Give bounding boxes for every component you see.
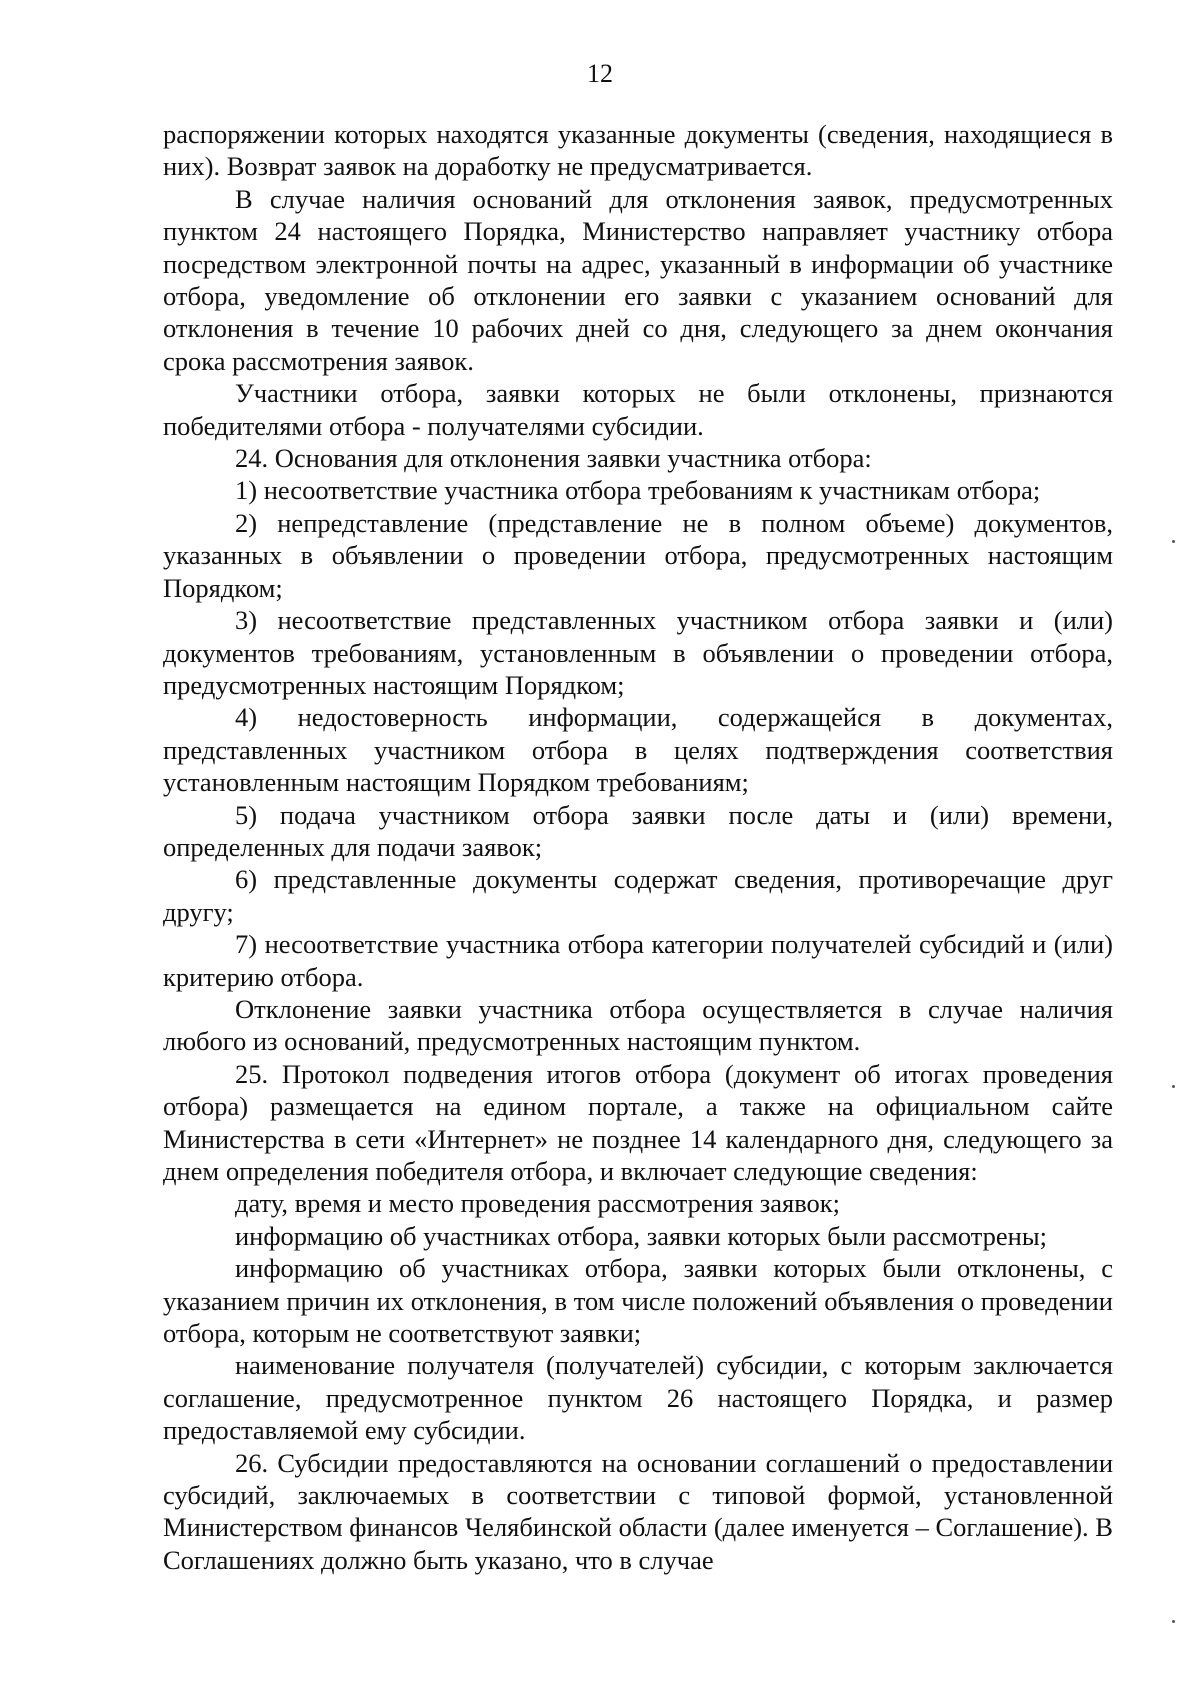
list-item: 2) непредставление (представление не в полном объеме) документов, указанных в объявлении о проведении отбора, предусмотренных настоящим Порядком; [163,507,1113,603]
list-item: 4) недостоверность информации, содержащейся в документах, представленных участником отбора в целях подтверждения соответствия установленным настоящим Порядком требованиям; [163,702,1113,798]
paragraph: 25. Протокол подведения итогов отбора (документ об итогах проведения отбора) размещается на едином портале, а также на официальном сайте Министерства в сети «Интернет» не позднее 14 календарного дня, следующего за днем определения победителя отбора, и включает следующие сведения: [163,1058,1113,1186]
scan-speck [1172,1620,1175,1623]
document-body [163,118,1113,1576]
list-item: информацию об участниках отбора, заявки которых были отклонены, с указанием причин их отклонения, в том числе положений объявления о проведении отбора, которым не соответствуют заявки; [163,1253,1113,1349]
scan-speck [1172,540,1175,543]
scan-speck [1172,1085,1175,1088]
paragraph: 24. Основания для отклонения заявки участника отбора: [235,443,872,474]
list-item: 1) несоответствие участника отбора требованиям к участникам отбора; [235,475,1041,506]
list-item: 7) несоответствие участника отбора категории получателей субсидий и (или) критерию отбора. [163,929,1113,992]
paragraph: Участники отбора, заявки которых не были отклонены, признаются победителями отбора - получателями субсидии. [163,378,1113,441]
list-item: 5) подача участником отбора заявки после даты и (или) времени, определенных для подачи заявок; [163,799,1113,862]
page-number: 12 [587,59,613,88]
paragraph: 26. Субсидии предоставляются на основании соглашений о предоставлении субсидий, заключаемых в соответствии с типовой формой, установленной Министерством финансов Челябинской области (далее именуется – Соглашение). В Соглашениях должно быть указано, что в случае [163,1447,1113,1575]
list-item: информацию об участниках отбора, заявки которых были рассмотрены; [235,1220,1048,1251]
list-item: наименование получателя (получателей) субсидии, с которым заключается соглашение, предусмотренное пунктом 26 настоящего Порядка, и размер предоставляемой ему субсидии. [163,1350,1113,1446]
paragraph: Отклонение заявки участника отбора осуществляется в случае наличия любого из оснований, предусмотренных настоящим пунктом. [163,993,1113,1057]
paragraph: В случае наличия оснований для отклонения заявок, предусмотренных пунктом 24 настоящего Порядка, Министерство направляет участнику отбора посредством электронной почты на адрес, указанный в информации об участнике отбора, уведомление об отклонении его заявки с указанием оснований для отклонения в течение 10 рабочих дней со дня, следующего за днем окончания срока рассмотрения заявок. [163,183,1113,376]
list-item: 6) представленные документы содержат сведения, противоречащие друг другу; [163,864,1113,927]
list-item: 3) несоответствие представленных участником отбора заявки и (или) документов требованиям, установленным в объявлении о проведении отбора, предусмотренных настоящим Порядком; [163,605,1113,700]
paragraph: распоряжении которых находятся указанные документы (сведения, находящиеся в них). Возврат заявок на доработку не предусматривается. [163,119,1113,182]
list-item: дату, время и место проведения рассмотрения заявок; [235,1188,841,1219]
